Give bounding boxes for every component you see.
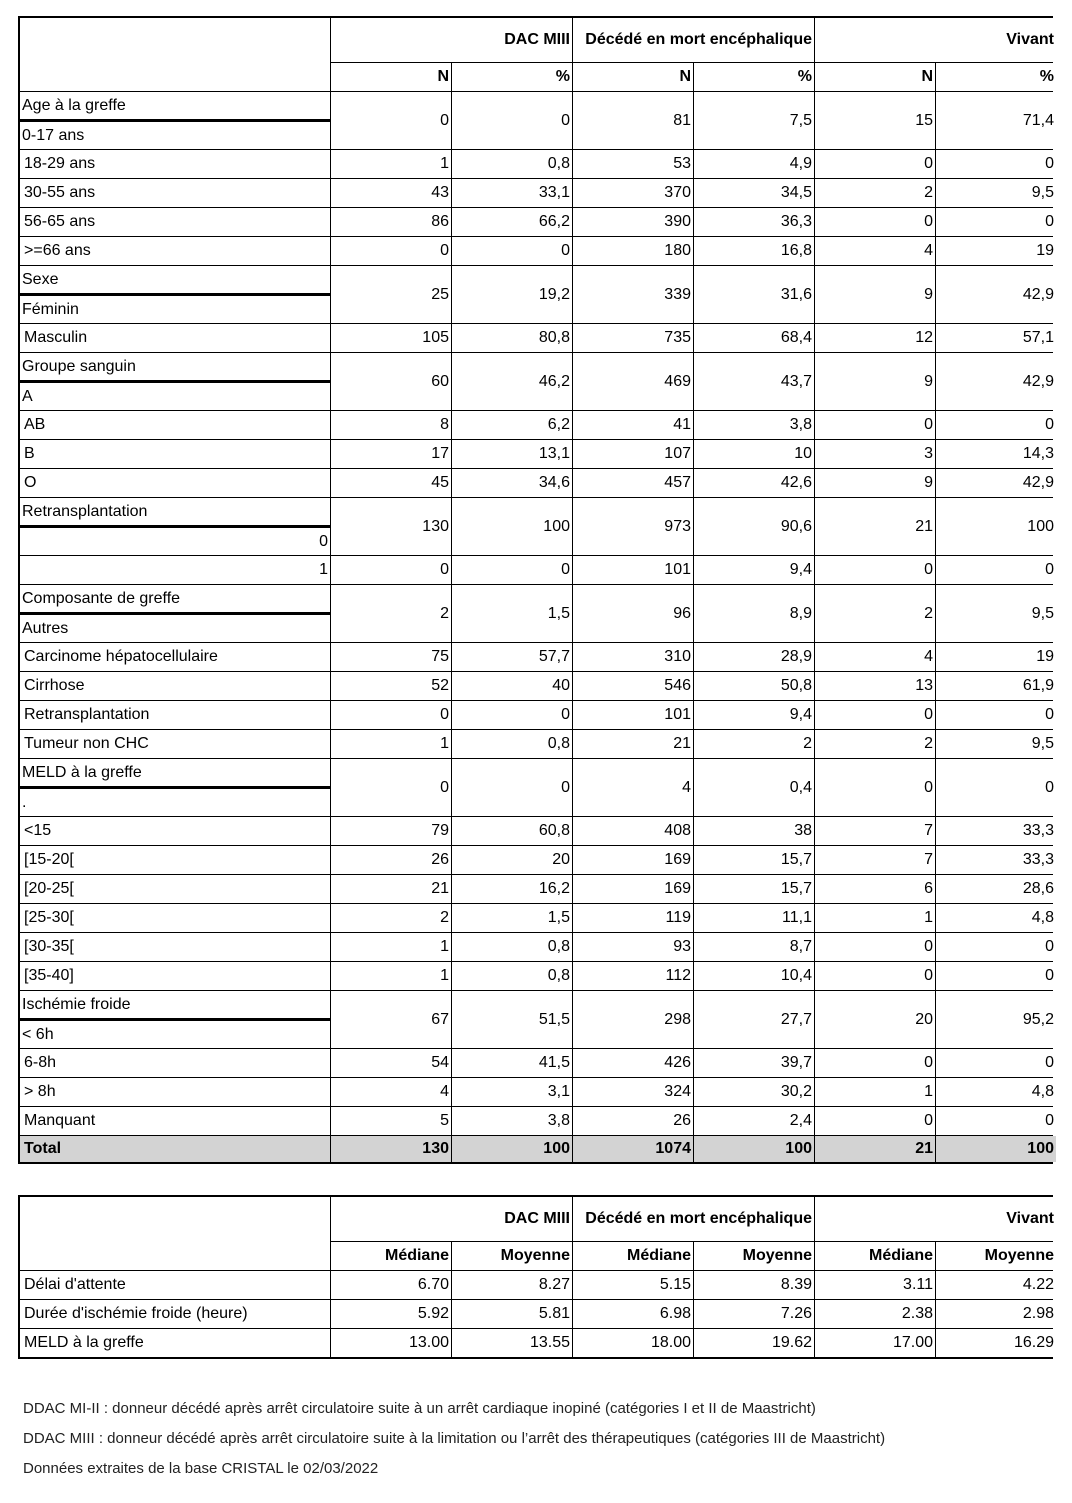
value-cell: 60,8 bbox=[452, 817, 572, 845]
value-cell: 31,6 bbox=[694, 266, 814, 323]
row-label-group bbox=[20, 759, 330, 816]
value-cell: 469 bbox=[573, 353, 693, 410]
row-label-group bbox=[20, 353, 330, 410]
value-cell: 51,5 bbox=[452, 991, 572, 1048]
value-cell: 4,8 bbox=[936, 1078, 1056, 1106]
value-cell: 112 bbox=[573, 962, 693, 990]
value-cell: 5 bbox=[331, 1107, 451, 1135]
value-cell: 34,6 bbox=[452, 469, 572, 497]
stat-value: 13.00 bbox=[331, 1329, 451, 1357]
row-label: Tumeur non CHC bbox=[20, 730, 330, 758]
value-cell: 310 bbox=[573, 643, 693, 671]
value-cell: 101 bbox=[573, 701, 693, 729]
value-cell: 0,8 bbox=[452, 962, 572, 990]
value-cell: 41,5 bbox=[452, 1049, 572, 1077]
value-cell: 75 bbox=[331, 643, 451, 671]
subheader: Moyenne bbox=[936, 1242, 1056, 1270]
stat-value: 18.00 bbox=[573, 1329, 693, 1357]
stat-value: 5.81 bbox=[452, 1300, 572, 1328]
value-cell: 19 bbox=[936, 643, 1056, 671]
value-cell: 0,4 bbox=[694, 759, 814, 816]
summary-stats-table bbox=[18, 1195, 1053, 1359]
value-cell: 21 bbox=[331, 875, 451, 903]
value-cell: 0 bbox=[815, 208, 935, 236]
value-cell: 105 bbox=[331, 324, 451, 352]
value-cell: 53 bbox=[573, 150, 693, 178]
value-cell: 2 bbox=[331, 585, 451, 642]
value-cell: 8 bbox=[331, 411, 451, 439]
value-cell: 1 bbox=[331, 962, 451, 990]
value-cell: 33,3 bbox=[936, 846, 1056, 874]
value-cell: 39,7 bbox=[694, 1049, 814, 1077]
value-cell: 10 bbox=[694, 440, 814, 468]
value-cell: 3,8 bbox=[452, 1107, 572, 1135]
value-cell: 0 bbox=[331, 759, 451, 816]
value-cell: 42,6 bbox=[694, 469, 814, 497]
row-label-group bbox=[20, 266, 330, 323]
row-label: Manquant bbox=[20, 1107, 330, 1135]
row-label-group bbox=[20, 585, 330, 642]
group-header: Vivant bbox=[815, 1197, 1056, 1241]
value-cell: 21 bbox=[573, 730, 693, 758]
value-cell: 1 bbox=[815, 904, 935, 932]
value-cell: 41 bbox=[573, 411, 693, 439]
value-cell: 8,7 bbox=[694, 933, 814, 961]
row-label: Masculin bbox=[20, 324, 330, 352]
value-cell: 71,4 bbox=[936, 92, 1056, 149]
row-label: [35-40] bbox=[20, 962, 330, 990]
row-label: 30-55 ans bbox=[20, 179, 330, 207]
subheader: N bbox=[815, 63, 935, 91]
value-cell: 52 bbox=[331, 672, 451, 700]
stat-value: 8.27 bbox=[452, 1271, 572, 1299]
value-cell: 169 bbox=[573, 875, 693, 903]
row-label: Cirrhose bbox=[20, 672, 330, 700]
subheader: Moyenne bbox=[694, 1242, 814, 1270]
value-cell: 16,2 bbox=[452, 875, 572, 903]
stat-value: 6.98 bbox=[573, 1300, 693, 1328]
footnote-data-source: Données extraites de la base CRISTAL le 02/03/2022 bbox=[23, 1460, 379, 1477]
value-cell: 34,5 bbox=[694, 179, 814, 207]
value-cell: 0 bbox=[331, 237, 451, 265]
row-label: <15 bbox=[20, 817, 330, 845]
subheader: % bbox=[936, 63, 1056, 91]
value-cell: 61,9 bbox=[936, 672, 1056, 700]
subheader: % bbox=[694, 63, 814, 91]
subheader: Médiane bbox=[815, 1242, 935, 1270]
value-cell: 28,6 bbox=[936, 875, 1056, 903]
value-cell: 4 bbox=[573, 759, 693, 816]
value-cell: 0 bbox=[452, 701, 572, 729]
value-cell: 21 bbox=[815, 498, 935, 555]
value-cell: 324 bbox=[573, 1078, 693, 1106]
value-cell: 1,5 bbox=[452, 904, 572, 932]
value-cell: 15,7 bbox=[694, 846, 814, 874]
value-cell: 4,9 bbox=[694, 150, 814, 178]
row-label-group bbox=[20, 498, 330, 555]
value-cell: 0 bbox=[331, 556, 451, 584]
value-cell: 8,9 bbox=[694, 585, 814, 642]
value-cell: 13 bbox=[815, 672, 935, 700]
value-cell: 38 bbox=[694, 817, 814, 845]
value-cell: 15,7 bbox=[694, 875, 814, 903]
value-cell: 9 bbox=[815, 353, 935, 410]
value-cell: 42,9 bbox=[936, 353, 1056, 410]
value-cell: 79 bbox=[331, 817, 451, 845]
value-cell: 19 bbox=[936, 237, 1056, 265]
value-cell: 30,2 bbox=[694, 1078, 814, 1106]
value-cell: 54 bbox=[331, 1049, 451, 1077]
value-cell: 15 bbox=[815, 92, 935, 149]
value-cell: 27,7 bbox=[694, 991, 814, 1048]
value-cell: 0 bbox=[452, 237, 572, 265]
stat-row-label: Durée d'ischémie froide (heure) bbox=[20, 1300, 330, 1328]
value-cell: 2,4 bbox=[694, 1107, 814, 1135]
value-cell: 10,4 bbox=[694, 962, 814, 990]
row-label: Carcinome hépatocellulaire bbox=[20, 643, 330, 671]
row-label: 6-8h bbox=[20, 1049, 330, 1077]
value-cell: 4 bbox=[815, 643, 935, 671]
subheader: % bbox=[452, 63, 572, 91]
value-cell: 26 bbox=[331, 846, 451, 874]
value-cell: 0 bbox=[815, 933, 935, 961]
value-cell: 11,1 bbox=[694, 904, 814, 932]
row-label: [15-20[ bbox=[20, 846, 330, 874]
value-cell: 9 bbox=[815, 266, 935, 323]
total-value: 100 bbox=[694, 1136, 814, 1162]
value-cell: 6 bbox=[815, 875, 935, 903]
value-cell: 7,5 bbox=[694, 92, 814, 149]
value-cell: 67 bbox=[331, 991, 451, 1048]
value-cell: 7 bbox=[815, 817, 935, 845]
value-cell: 180 bbox=[573, 237, 693, 265]
value-cell: 298 bbox=[573, 991, 693, 1048]
value-cell: 735 bbox=[573, 324, 693, 352]
value-cell: 43,7 bbox=[694, 353, 814, 410]
value-cell: 2 bbox=[331, 904, 451, 932]
value-cell: 0 bbox=[936, 759, 1056, 816]
stat-value: 7.26 bbox=[694, 1300, 814, 1328]
value-cell: 100 bbox=[936, 498, 1056, 555]
value-cell: 0 bbox=[815, 1049, 935, 1077]
row-label: Retransplantation bbox=[20, 701, 330, 729]
value-cell: 42,9 bbox=[936, 266, 1056, 323]
value-cell: 9,5 bbox=[936, 730, 1056, 758]
subheader: Moyenne bbox=[452, 1242, 572, 1270]
row-label: 0 bbox=[20, 528, 330, 555]
row-section-title: MELD à la greffe bbox=[20, 759, 330, 789]
stat-row-label: Délai d'attente bbox=[20, 1271, 330, 1299]
value-cell: 1 bbox=[331, 150, 451, 178]
row-label: 56-65 ans bbox=[20, 208, 330, 236]
value-cell: 9,5 bbox=[936, 179, 1056, 207]
value-cell: 68,4 bbox=[694, 324, 814, 352]
value-cell: 0 bbox=[936, 411, 1056, 439]
value-cell: 0 bbox=[815, 701, 935, 729]
stat-row-label: MELD à la greffe bbox=[20, 1329, 330, 1357]
row-label: 1 bbox=[20, 556, 330, 584]
value-cell: 0 bbox=[815, 1107, 935, 1135]
footnotes bbox=[23, 1394, 885, 1484]
stat-value: 5.92 bbox=[331, 1300, 451, 1328]
footnote-ddac-mi-ii: DDAC MI-II : donneur décédé après arrêt circulatoire suite à un arrêt cardiaque inopiné (catégories I et II de Maastricht) bbox=[23, 1400, 816, 1417]
value-cell: 370 bbox=[573, 179, 693, 207]
row-label: [20-25[ bbox=[20, 875, 330, 903]
subheader: N bbox=[573, 63, 693, 91]
value-cell: 2 bbox=[815, 585, 935, 642]
value-cell: 0,8 bbox=[452, 933, 572, 961]
value-cell: 26 bbox=[573, 1107, 693, 1135]
stat-value: 2.38 bbox=[815, 1300, 935, 1328]
subheader: Médiane bbox=[573, 1242, 693, 1270]
value-cell: 0 bbox=[815, 150, 935, 178]
row-label: AB bbox=[20, 411, 330, 439]
value-cell: 1 bbox=[331, 730, 451, 758]
value-cell: 1,5 bbox=[452, 585, 572, 642]
value-cell: 457 bbox=[573, 469, 693, 497]
value-cell: 4 bbox=[331, 1078, 451, 1106]
value-cell: 40 bbox=[452, 672, 572, 700]
value-cell: 9,5 bbox=[936, 585, 1056, 642]
value-cell: 90,6 bbox=[694, 498, 814, 555]
row-label: [30-35[ bbox=[20, 933, 330, 961]
value-cell: 130 bbox=[331, 498, 451, 555]
value-cell: 4 bbox=[815, 237, 935, 265]
stat-value: 3.11 bbox=[815, 1271, 935, 1299]
total-label: Total bbox=[20, 1136, 330, 1162]
total-value: 100 bbox=[452, 1136, 572, 1162]
group-header: Vivant bbox=[815, 18, 1056, 62]
value-cell: 0 bbox=[936, 701, 1056, 729]
row-label-group bbox=[20, 92, 330, 149]
row-label: < 6h bbox=[20, 1021, 330, 1048]
row-section-title: Sexe bbox=[20, 266, 330, 296]
value-cell: 12 bbox=[815, 324, 935, 352]
row-label: Autres bbox=[20, 615, 330, 642]
value-cell: 33,3 bbox=[936, 817, 1056, 845]
value-cell: 0 bbox=[936, 208, 1056, 236]
total-value: 21 bbox=[815, 1136, 935, 1162]
value-cell: 19,2 bbox=[452, 266, 572, 323]
value-cell: 96 bbox=[573, 585, 693, 642]
row-label: O bbox=[20, 469, 330, 497]
value-cell: 50,8 bbox=[694, 672, 814, 700]
value-cell: 2 bbox=[694, 730, 814, 758]
value-cell: 25 bbox=[331, 266, 451, 323]
value-cell: 0,8 bbox=[452, 730, 572, 758]
characteristics-table bbox=[18, 16, 1053, 1164]
value-cell: 546 bbox=[573, 672, 693, 700]
stat-value: 19.62 bbox=[694, 1329, 814, 1357]
value-cell: 66,2 bbox=[452, 208, 572, 236]
value-cell: 4,8 bbox=[936, 904, 1056, 932]
value-cell: 57,1 bbox=[936, 324, 1056, 352]
value-cell: 46,2 bbox=[452, 353, 572, 410]
value-cell: 17 bbox=[331, 440, 451, 468]
value-cell: 169 bbox=[573, 846, 693, 874]
row-label-group bbox=[20, 991, 330, 1048]
value-cell: 0 bbox=[936, 1049, 1056, 1077]
stat-value: 8.39 bbox=[694, 1271, 814, 1299]
value-cell: 9,4 bbox=[694, 701, 814, 729]
value-cell: 101 bbox=[573, 556, 693, 584]
value-cell: 0 bbox=[936, 962, 1056, 990]
row-label: Féminin bbox=[20, 296, 330, 323]
value-cell: 119 bbox=[573, 904, 693, 932]
value-cell: 408 bbox=[573, 817, 693, 845]
value-cell: 3,1 bbox=[452, 1078, 572, 1106]
row-label: A bbox=[20, 383, 330, 410]
value-cell: 0 bbox=[452, 92, 572, 149]
value-cell: 45 bbox=[331, 469, 451, 497]
row-section-title: Ischémie froide bbox=[20, 991, 330, 1021]
value-cell: 0 bbox=[815, 759, 935, 816]
value-cell: 80,8 bbox=[452, 324, 572, 352]
row-section-title: Composante de greffe bbox=[20, 585, 330, 615]
value-cell: 973 bbox=[573, 498, 693, 555]
value-cell: 57,7 bbox=[452, 643, 572, 671]
value-cell: 1 bbox=[815, 1078, 935, 1106]
stat-value: 4.22 bbox=[936, 1271, 1056, 1299]
value-cell: 2 bbox=[815, 179, 935, 207]
value-cell: 86 bbox=[331, 208, 451, 236]
group-header: DAC MIII bbox=[331, 18, 572, 62]
value-cell: 3,8 bbox=[694, 411, 814, 439]
stat-value: 2.98 bbox=[936, 1300, 1056, 1328]
value-cell: 9 bbox=[815, 469, 935, 497]
value-cell: 93 bbox=[573, 933, 693, 961]
value-cell: 0 bbox=[936, 933, 1056, 961]
value-cell: 0 bbox=[815, 962, 935, 990]
value-cell: 16,8 bbox=[694, 237, 814, 265]
row-label: [25-30[ bbox=[20, 904, 330, 932]
value-cell: 60 bbox=[331, 353, 451, 410]
value-cell: 13,1 bbox=[452, 440, 572, 468]
value-cell: 20 bbox=[815, 991, 935, 1048]
total-value: 1074 bbox=[573, 1136, 693, 1162]
value-cell: 6,2 bbox=[452, 411, 572, 439]
value-cell: 81 bbox=[573, 92, 693, 149]
stat-value: 5.15 bbox=[573, 1271, 693, 1299]
value-cell: 36,3 bbox=[694, 208, 814, 236]
value-cell: 2 bbox=[815, 730, 935, 758]
group-header: DAC MIII bbox=[331, 1197, 572, 1241]
value-cell: 100 bbox=[452, 498, 572, 555]
value-cell: 0,8 bbox=[452, 150, 572, 178]
group-header: Décédé en mort encéphalique bbox=[573, 1197, 814, 1241]
row-label: > 8h bbox=[20, 1078, 330, 1106]
value-cell: 390 bbox=[573, 208, 693, 236]
value-cell: 339 bbox=[573, 266, 693, 323]
value-cell: 43 bbox=[331, 179, 451, 207]
value-cell: 0 bbox=[936, 556, 1056, 584]
value-cell: 0 bbox=[815, 556, 935, 584]
row-section-title: Retransplantation bbox=[20, 498, 330, 528]
value-cell: 14,3 bbox=[936, 440, 1056, 468]
stat-value: 6.70 bbox=[331, 1271, 451, 1299]
header-corner bbox=[20, 1197, 330, 1270]
header-corner bbox=[20, 18, 330, 91]
subheader: N bbox=[331, 63, 451, 91]
value-cell: 0 bbox=[452, 556, 572, 584]
stat-value: 13.55 bbox=[452, 1329, 572, 1357]
value-cell: 107 bbox=[573, 440, 693, 468]
stat-value: 16.29 bbox=[936, 1329, 1056, 1357]
value-cell: 1 bbox=[331, 933, 451, 961]
group-header: Décédé en mort encéphalique bbox=[573, 18, 814, 62]
value-cell: 9,4 bbox=[694, 556, 814, 584]
row-label: B bbox=[20, 440, 330, 468]
value-cell: 33,1 bbox=[452, 179, 572, 207]
row-label: . bbox=[20, 789, 330, 816]
value-cell: 0 bbox=[936, 150, 1056, 178]
stat-value: 17.00 bbox=[815, 1329, 935, 1357]
row-label: 0-17 ans bbox=[20, 122, 330, 149]
value-cell: 42,9 bbox=[936, 469, 1056, 497]
value-cell: 28,9 bbox=[694, 643, 814, 671]
row-section-title: Groupe sanguin bbox=[20, 353, 330, 383]
value-cell: 0 bbox=[331, 92, 451, 149]
value-cell: 20 bbox=[452, 846, 572, 874]
value-cell: 0 bbox=[936, 1107, 1056, 1135]
row-section-title: Age à la greffe bbox=[20, 92, 330, 122]
value-cell: 7 bbox=[815, 846, 935, 874]
value-cell: 426 bbox=[573, 1049, 693, 1077]
value-cell: 0 bbox=[815, 411, 935, 439]
row-label: 18-29 ans bbox=[20, 150, 330, 178]
row-label: >=66 ans bbox=[20, 237, 330, 265]
value-cell: 95,2 bbox=[936, 991, 1056, 1048]
footnote-ddac-miii: DDAC MIII : donneur décédé après arrêt circulatoire suite à la limitation ou l’arrêt des thérapeutiques (catégories III de Maastricht) bbox=[23, 1430, 886, 1447]
value-cell: 0 bbox=[331, 701, 451, 729]
value-cell: 0 bbox=[452, 759, 572, 816]
total-value: 130 bbox=[331, 1136, 451, 1162]
total-value: 100 bbox=[936, 1136, 1056, 1162]
subheader: Médiane bbox=[331, 1242, 451, 1270]
value-cell: 3 bbox=[815, 440, 935, 468]
